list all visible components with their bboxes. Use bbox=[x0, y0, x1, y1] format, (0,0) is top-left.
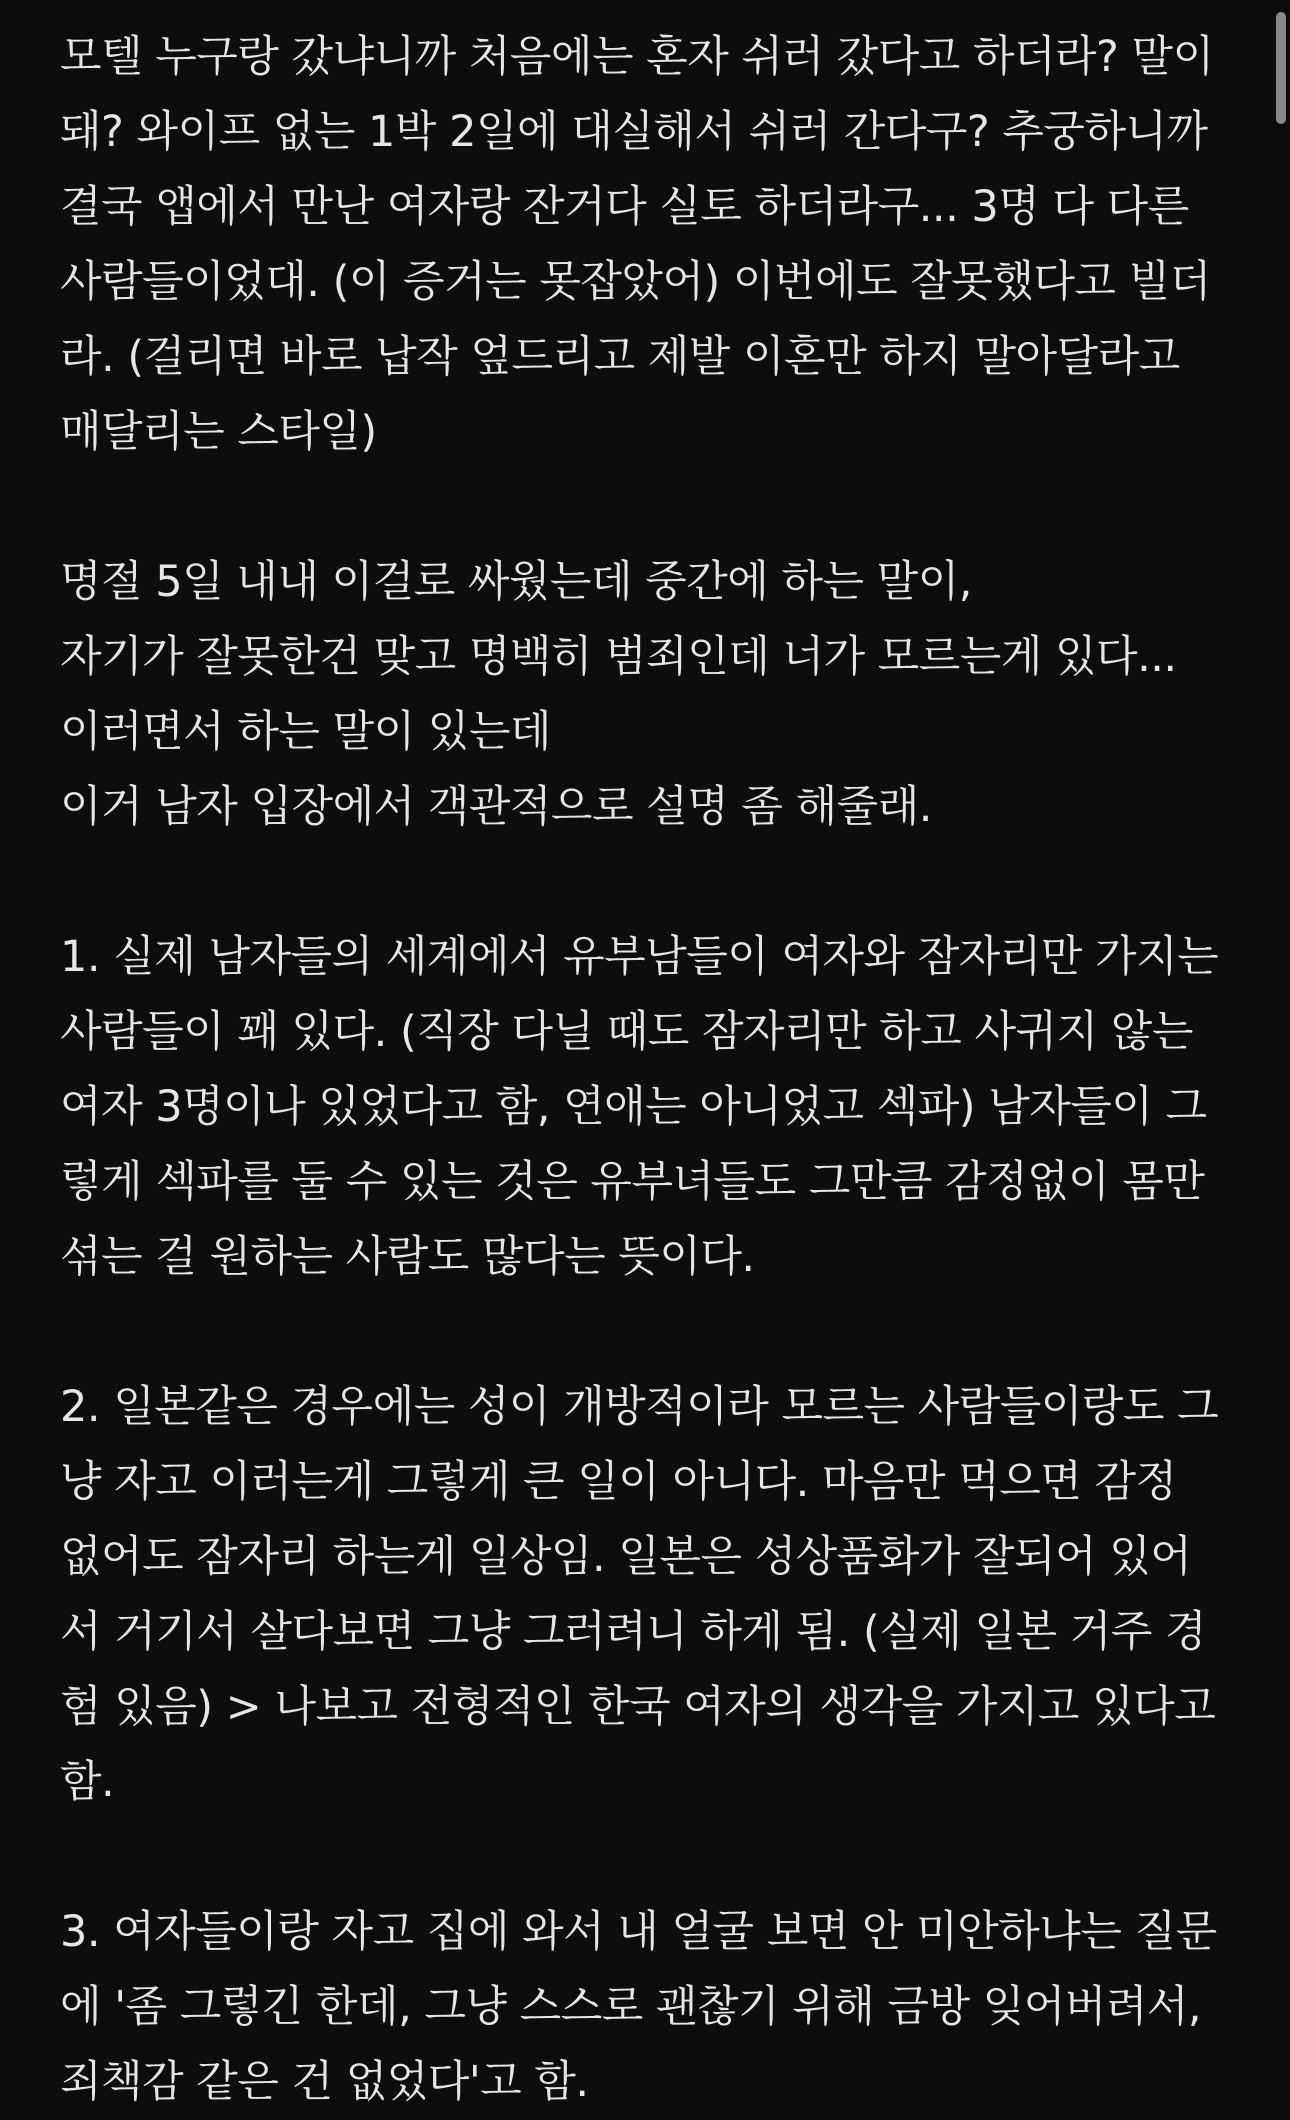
text-line: 섞는 걸 원하는 사람도 많다는 뜻이다. bbox=[60, 1232, 755, 1282]
message-text-body bbox=[60, 20, 1230, 2120]
text-line: 자기가 잘못한건 맞고 명백히 범죄인데 너가 모르는게 있다... bbox=[60, 632, 1177, 682]
vertical-scrollbar-thumb[interactable] bbox=[1276, 12, 1286, 124]
text-line: 냥 자고 이러는게 그렇게 큰 일이 아니다. 마음만 먹으면 감정 bbox=[60, 1457, 1177, 1507]
text-line: 결국 앱에서 만난 여자랑 잔거다 실토 하더라구... 3명 다 다른 bbox=[60, 182, 1189, 232]
text-line: 돼? 와이프 없는 1박 2일에 대실해서 쉬러 간다구? 추궁하니까 bbox=[60, 107, 1208, 157]
paragraph-1 bbox=[60, 20, 1230, 470]
text-line: 매달리는 스타일) bbox=[60, 407, 377, 457]
text-line: 1. 실제 남자들의 세계에서 유부남들이 여자와 잠자리만 가지는 bbox=[60, 932, 1219, 982]
text-line: 사람들이었대. (이 증거는 못잡았어) 이번에도 잘못했다고 빌더 bbox=[60, 257, 1211, 307]
paragraph-5 bbox=[60, 1895, 1230, 2120]
text-line: 렇게 섹파를 둘 수 있는 것은 유부녀들도 그만큼 감정없이 몸만 bbox=[60, 1157, 1205, 1207]
text-line: 에 '좀 그렇긴 한데, 그냥 스스로 괜찮기 위해 금방 잊어버려서, bbox=[60, 1982, 1202, 2032]
text-line: 사람들이 꽤 있다. (직장 다닐 때도 잠자리만 하고 사귀지 않는 bbox=[60, 1007, 1193, 1057]
paragraph-4 bbox=[60, 1370, 1230, 1820]
text-line: 모텔 누구랑 갔냐니까 처음에는 혼자 쉬러 갔다고 하더라? 말이 bbox=[60, 32, 1214, 82]
paragraph-3 bbox=[60, 920, 1230, 1295]
text-line: 험 있음) > 나보고 전형적인 한국 여자의 생각을 가지고 있다고 bbox=[60, 1682, 1216, 1732]
text-line: 명절 5일 내내 이걸로 싸웠는데 중간에 하는 말이, bbox=[60, 557, 972, 607]
paragraph-spacer bbox=[60, 1820, 1230, 1895]
paragraph-2 bbox=[60, 545, 1230, 845]
text-line: 없어도 잠자리 하는게 일상임. 일본은 성상품화가 잘되어 있어 bbox=[60, 1532, 1192, 1582]
text-line: 죄책감 같은 건 없었다'고 함. bbox=[60, 2057, 589, 2107]
text-line: 이거 남자 입장에서 객관적으로 설명 좀 해줄래. bbox=[60, 782, 932, 832]
text-line: 함. bbox=[60, 1757, 115, 1807]
text-line: 라. (걸리면 바로 납작 엎드리고 제발 이혼만 하지 말아달라고 bbox=[60, 332, 1180, 382]
text-line: 여자 3명이나 있었다고 함, 연애는 아니었고 섹파) 남자들이 그 bbox=[60, 1082, 1207, 1132]
text-line: 2. 일본같은 경우에는 성이 개방적이라 모르는 사람들이랑도 그 bbox=[60, 1382, 1219, 1432]
paragraph-spacer bbox=[60, 1295, 1230, 1370]
text-line: 이러면서 하는 말이 있는데 bbox=[60, 707, 551, 757]
text-line: 3. 여자들이랑 자고 집에 와서 내 얼굴 보면 안 미안하냐는 질문 bbox=[60, 1907, 1217, 1957]
paragraph-spacer bbox=[60, 470, 1230, 545]
paragraph-spacer bbox=[60, 845, 1230, 920]
text-line: 서 거기서 살다보면 그냥 그러려니 하게 됨. (실제 일본 거주 경 bbox=[60, 1607, 1207, 1657]
